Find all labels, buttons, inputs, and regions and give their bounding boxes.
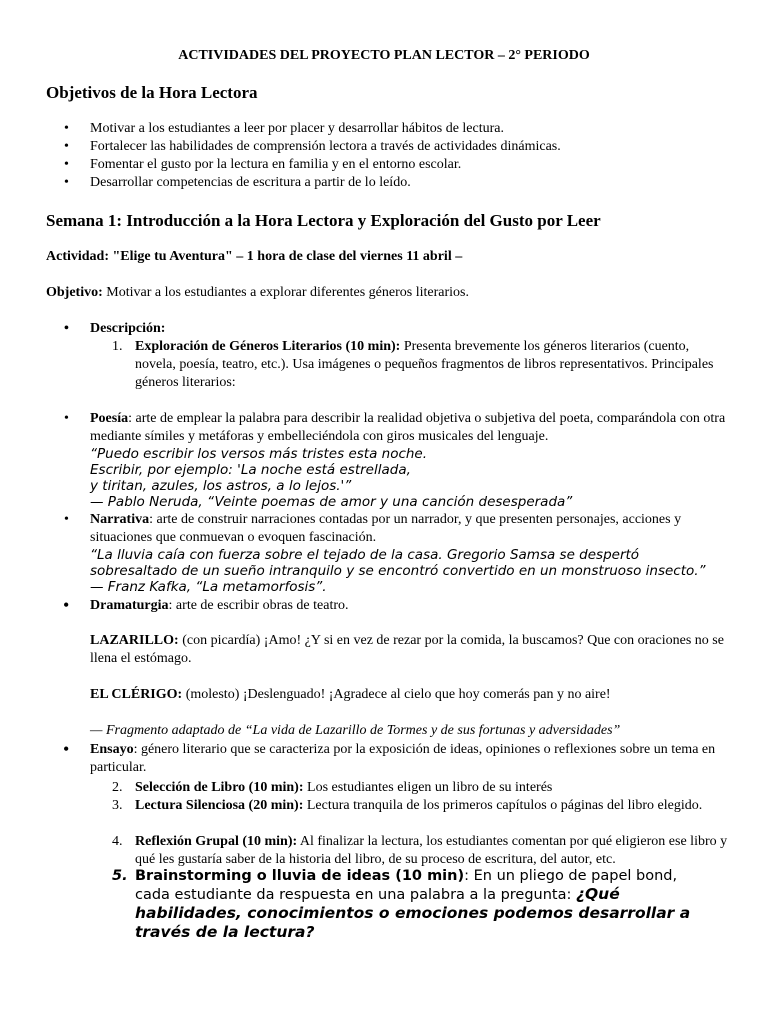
step-label: Brainstorming o lluvia de ideas (10 min) [135, 868, 465, 884]
week1-heading: Semana 1: Introducción a la Hora Lectora y Exploración del Gusto por Leer [46, 211, 601, 230]
step-label: Lectura Silenciosa (20 min): [135, 798, 304, 813]
step-text: Presenta brevemente los géneros literarios (cuento, novela, poesía, teatro, etc.). Usa imágenes o pequeños fragmentos de libros representativos. Principales géneros literarios: [135, 339, 714, 390]
description-bullet [46, 320, 736, 338]
source-title: “La vida de Lazarillo de Tormes y de sus fortunas y adversidades” [244, 723, 621, 738]
genre-poesia [46, 410, 736, 510]
step-question: ¿Qué habilidades, conocimientos o emociones podemos desarrollar a través de la lectura? [135, 885, 691, 941]
clerigo-line [90, 686, 730, 704]
fragment-source [90, 722, 620, 740]
objective-text: Motivar a los estudiantes a explorar diferentes géneros literarios. [102, 285, 469, 300]
speaker-text: (molesto) ¡Deslenguado! ¡Agradece al cielo que hoy comerás pan y no aire! [182, 687, 611, 702]
objective-item: • Motivar a los estudiantes a leer por placer y desarrollar hábitos de lectura. [46, 120, 736, 138]
quote-line: Escribir, por ejemplo: 'La noche está estrellada, [90, 462, 411, 478]
document-title: ACTIVIDADES DEL PROYECTO PLAN LECTOR – 2° PERIODO [178, 48, 590, 63]
genre-narrativa [46, 511, 736, 595]
genre-text: : arte de emplear la palabra para describir la realidad objetiva o subjetiva del poeta, comparándola con otra mediante símiles y metáforas y embelleciéndola con giros musicales del lenguaje. [90, 411, 726, 444]
objective-label: Objetivo: [46, 285, 103, 300]
quote-line: sobresaltado de un sueño intranquilo y se encontró convertido en un monstruoso insecto.” [90, 563, 706, 579]
objective-item: • Fortalecer las habilidades de comprensión lectora a través de actividades dinámicas. [46, 138, 736, 156]
genre-label: Dramaturgia [90, 598, 169, 613]
genre-dramaturgia [46, 597, 736, 615]
step-number: 2. [112, 780, 123, 795]
genre-label: Poesía [90, 411, 129, 426]
genre-text: : género literario que se caracteriza por la exposición de ideas, opiniones o reflexiones sobre un tema en particular. [90, 742, 716, 775]
speaker-label: LAZARILLO: [90, 633, 179, 648]
speaker-label: EL CLÉRIGO: [90, 687, 183, 702]
lazarillo-line [90, 632, 730, 668]
objective-item: • Fomentar el gusto por la lectura en familia y en el entorno escolar. [46, 156, 736, 174]
poem-quote [90, 446, 736, 510]
objective-line [46, 284, 469, 302]
genre-text: : arte de escribir obras de teatro. [168, 598, 349, 613]
step-number: 3. [112, 798, 123, 813]
quote-line: y tiritan, azules, los astros, a lo lejos.'” [90, 478, 352, 494]
objective-item: • Desarrollar competencias de escritura a partir de lo leído. [46, 174, 736, 192]
step-label: Selección de Libro (10 min): [135, 780, 304, 795]
activity-line: Actividad: "Elige tu Aventura" – 1 hora de clase del viernes 11 abril – [46, 249, 463, 264]
quote-line: “Puedo escribir los versos más tristes esta noche. [90, 446, 428, 462]
objectives-heading: Objetivos de la Hora Lectora [46, 83, 258, 102]
genre-label: Narrativa [90, 512, 150, 527]
step-number: 4. [112, 834, 123, 849]
speaker-text: (con picardía) ¡Amo! ¿Y si en vez de rezar por la comida, la buscamos? Que con oraciones no se llena el estómago. [90, 633, 724, 666]
step-text: Los estudiantes eligen un libro de su interés [303, 780, 553, 795]
quote-attribution: — Pablo Neruda, “Veinte poemas de amor y una canción desesperada” [90, 494, 573, 510]
genre-ensayo [46, 741, 736, 777]
quote-line: “La lluvia caía con fuerza sobre el tejado de la casa. Gregorio Samsa se despertó [90, 547, 640, 563]
step-number: 1. [112, 339, 123, 354]
step-text: Lectura tranquila de los primeros capítulos o páginas del libro elegido. [303, 798, 703, 813]
step-label: Exploración de Géneros Literarios (10 min): [135, 339, 401, 354]
step-number: 5. [112, 868, 128, 884]
description-label: • Descripción: [46, 320, 736, 338]
step-label: Reflexión Grupal (10 min): [135, 834, 298, 849]
step-text: Al finalizar la lectura, los estudiantes comentan por qué eligieron ese libro y qué les gustaría saber de la historia del libro, de su proceso de escritura, del autor, etc. [135, 834, 728, 867]
objectives-list [46, 120, 736, 192]
genre-text: : arte de construir narraciones contadas por un narrador, y que presenten personajes, acciones y situaciones que conmuevan o evoquen fascinación. [90, 512, 682, 545]
source-prefix: — Fragmento adaptado de [90, 723, 245, 738]
step-text: : En un pliego de papel bond, cada estudiante da respuesta en una palabra a la pregunta: [135, 868, 678, 903]
genre-label: Ensayo [90, 742, 134, 757]
quote-attribution: — Franz Kafka, “La metamorfosis”. [90, 579, 327, 595]
narrative-quote [90, 547, 736, 595]
